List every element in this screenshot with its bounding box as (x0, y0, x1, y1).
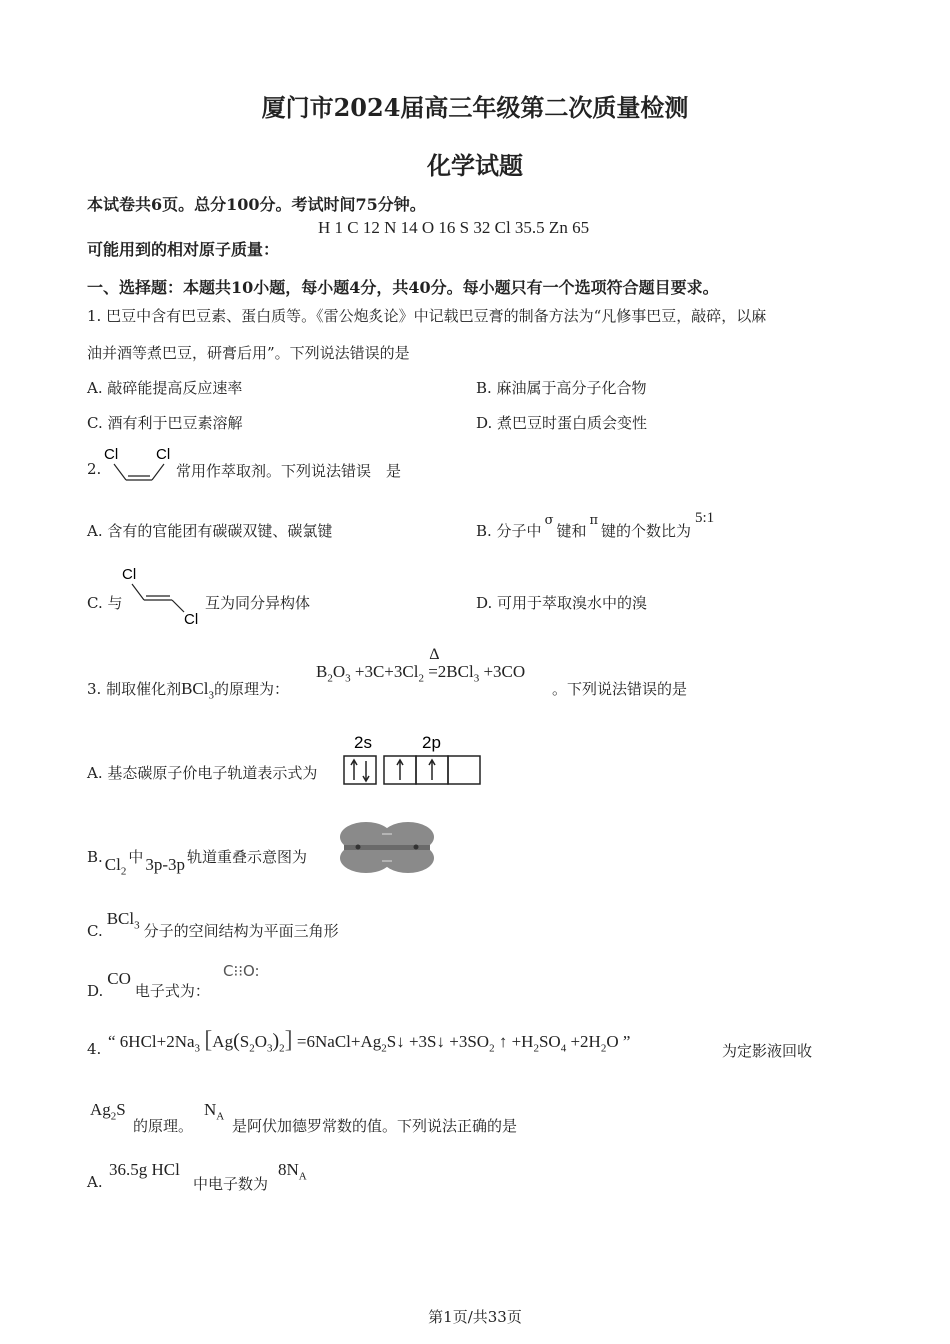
q2-stem: 常用作萃取剂。下列说法错误 是 (176, 462, 402, 480)
q1-option-c: C. 酒有利于巴豆素溶解 (87, 414, 243, 432)
q3-option-b: B. $Cl_2$中 3p-3p 轨道重叠示意图为 (87, 848, 308, 878)
q3-stem-end: 。下列说法错误的是 (552, 680, 688, 698)
q4-option-a-label: A. (87, 1173, 103, 1191)
q3-option-d: D.CO电子式为： (87, 969, 210, 1000)
q2-cl-right: Cl (156, 446, 171, 463)
q4-reaction-equation: “ $6HCl+2Na_3$ $[Ag(S_2O_3)_2]$ $=6NaCl+Ag_2S↓$ +3S↓ $+3SO_2$ ↑ $+H_2SO_4 +2H_2O$ ” (108, 1027, 631, 1055)
orbital-label: 3p-3p (145, 855, 186, 874)
q1-stem-line2: 油并酒等煮巴豆，研膏后用”。下列说法错误的是 (87, 344, 410, 362)
exam-title: 厦门市2024届高三年级第二次质量检测 (261, 93, 689, 122)
q3-option-a: A. 基态碳原子价电子轨道表示式为 (87, 764, 318, 782)
atomic-mass-label: 可能用到的相对原子质量： (87, 240, 280, 259)
label-2p: 2p (422, 733, 441, 752)
q4-stem-end: 为定影液回收 (722, 1042, 813, 1060)
atomic-mass-values: H 1 C 12 N 14 O 16 S 32 Cl 35.5 Zn 65 (318, 218, 590, 237)
delta-symbol: Δ (429, 646, 440, 663)
orbital-overlap-image (338, 818, 436, 876)
q2-option-c-text: 互为同分异构体 (205, 594, 311, 612)
orbital-diagram (342, 730, 484, 788)
q1-option-b: B. 麻油属于高分子化合物 (476, 379, 647, 397)
section-heading: 一、选择题：本题共10小题，每小题4分，共40分。每小题只有一个选项符合题目要求。 (87, 278, 719, 297)
trans-dichloroethene-structure (118, 562, 208, 628)
q2-cl-left: Cl (104, 446, 119, 463)
q1-stem-line1: 1. 巴豆中含有巴豆素、蛋白质等。《雷公炮炙论》中记载巴豆膏的制备方法为“凡修事巴豆，敲碎，以麻 (87, 307, 767, 325)
q3-reaction-equation: $B_2O_3 +3C+3Cl_2$ Δ =2BCl$_3$ +3CO (316, 646, 526, 685)
page-footer: 第1页/共33页 (428, 1308, 522, 1326)
subject-title: 化学试题 (427, 151, 523, 180)
ag2s-formula: $Ag_2S$ (90, 1100, 126, 1123)
q2-option-c-label: C. 与 (87, 594, 123, 612)
q4-na-description: 是阿伏加德罗常数的值。下列说法正确的是 (232, 1117, 518, 1135)
q2c-cl-top: Cl (122, 566, 137, 583)
q3-stem: 3. 制取催化剂BCl$_3$的原理为： (87, 679, 290, 702)
q2-option-b: B. 分子中σ键和π键的个数比为5:1 (476, 510, 715, 540)
q3-option-c: C.BCl$_3$ 分子的空间结构为平面三角形 (87, 909, 339, 940)
q2-number: 2. (87, 460, 102, 478)
co-lewis-structure: C⁝⁝O: (223, 962, 260, 980)
sigma-symbol: σ (544, 513, 554, 528)
q2-option-a: A. 含有的官能团有碳碳双键、碳氯键 (87, 522, 333, 540)
q1-option-a: A. 敲碎能提高反应速率 (87, 379, 243, 397)
cis-dichloroethene-structure (100, 442, 180, 486)
q2-option-d: D. 可用于萃取溴水中的溴 (476, 594, 648, 612)
q2c-cl-bottom: Cl (184, 611, 199, 628)
q1-option-d: D. 煮巴豆时蛋白质会变性 (476, 414, 648, 432)
exam-info: 本试卷共6页。总分100分。考试时间75分钟。 (87, 195, 426, 214)
q4-option-a-formula: 36.5g HCl (109, 1160, 180, 1179)
q4-line2-text: 的原理。 (133, 1117, 194, 1135)
label-2s: 2s (354, 733, 372, 752)
pi-symbol: π (589, 513, 598, 528)
q4-option-a-text: 中电子数为 (193, 1175, 269, 1193)
q4-option-a-value: $8N_A$ (278, 1160, 307, 1183)
avogadro-symbol: $N_A$ (204, 1100, 225, 1123)
q4-number: 4. (87, 1040, 102, 1058)
bond-ratio: 5:1 (695, 510, 715, 526)
